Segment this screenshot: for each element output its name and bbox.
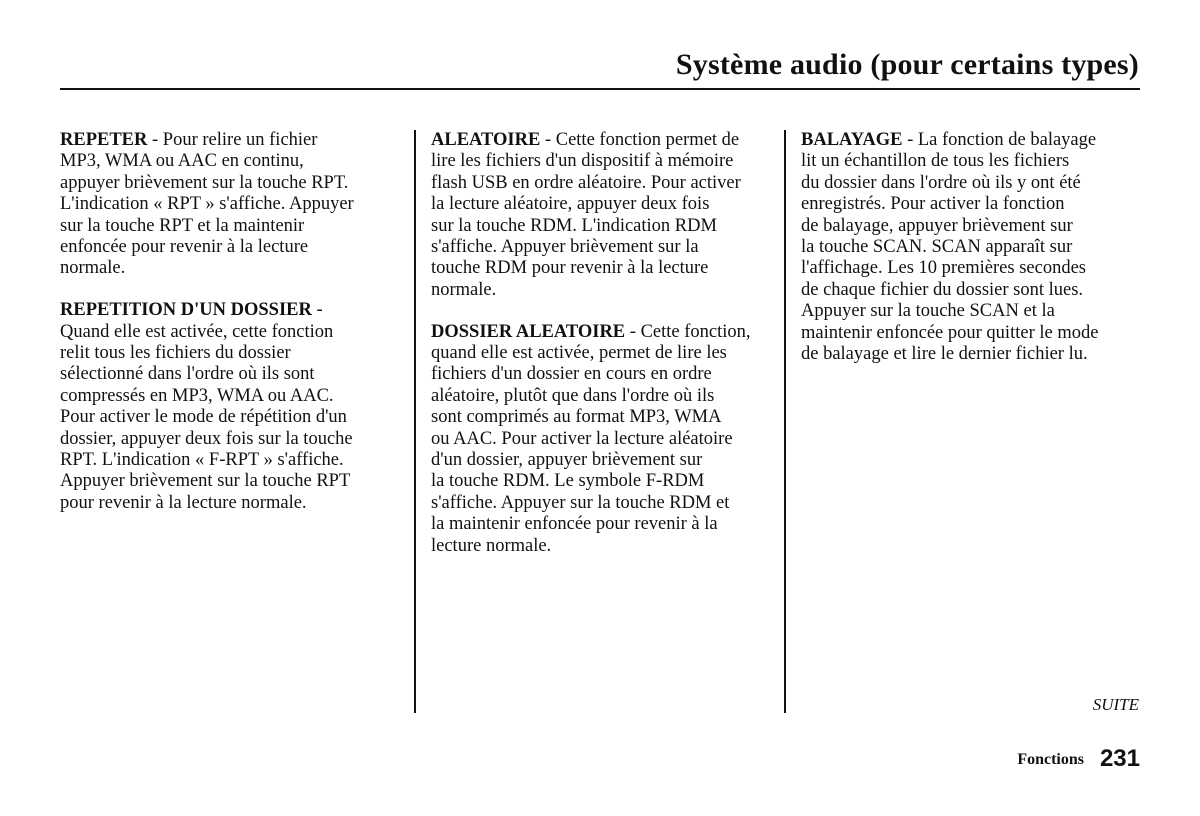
text-line [431,450,776,471]
body-text: fichiers d'un dossier en cours en ordre [431,364,712,385]
text-line [60,173,400,194]
paragraph [60,300,400,514]
text-line [801,301,1146,322]
text-line [431,237,776,258]
body-text: Pour activer le mode de répétition d'un [60,407,347,428]
text-line [60,151,400,172]
text-line [431,493,776,514]
text-line [431,343,776,364]
body-text: - [311,300,323,321]
body-text: la maintenir enfoncée pour revenir à la [431,514,718,535]
function-term: ALEATOIRE [431,130,541,150]
text-line [60,386,400,407]
text-line [801,173,1146,194]
body-text: pour revenir à la lecture normale. [60,492,307,513]
text-line [801,237,1146,258]
text-line [60,407,400,428]
paragraph [431,130,776,301]
page-number: 231 [1099,745,1140,772]
footer-section-name: Fonctions [1017,751,1084,768]
text-line [431,216,776,237]
body-text: lit un échantillon de tous les fichiers [801,151,1070,172]
text-line [60,429,400,450]
text-column-1 [60,130,400,535]
text-line [801,280,1146,301]
text-line [801,151,1146,172]
text-line [431,429,776,450]
body-text: ou AAC. Pour activer la lecture aléatoire [431,428,733,449]
body-text: normale. [60,258,126,279]
text-line [60,364,400,385]
body-text: enfoncée pour revenir à la lecture [60,237,309,258]
body-text: MP3, WMA ou AAC en continu, [60,151,304,172]
body-text: l'affichage. Les 10 premières secondes [801,258,1086,279]
paragraph [801,130,1146,365]
text-line [60,493,400,514]
text-line [60,194,400,215]
body-text: relit tous les fichiers du dossier [60,343,291,364]
body-text: RPT. L'indication « F-RPT » s'affiche. [60,450,344,471]
text-line [801,344,1146,365]
body-text: dossier, appuyer deux fois sur la touche [60,428,353,449]
body-text: aléatoire, plutôt que dans l'ordre où ils [431,385,715,406]
function-term: BALAYAGE [801,130,903,150]
body-text: sont comprimés au format MP3, WMA [431,407,722,428]
body-text: quand elle est activée, permet de lire les [431,343,727,364]
text-line [431,471,776,492]
text-line [431,173,776,194]
body-text: s'affiche. Appuyer brièvement sur la [431,237,699,258]
body-text: d'un dossier, appuyer brièvement sur [431,450,703,471]
text-line [60,450,400,471]
body-text: Appuyer sur la touche SCAN et la [801,301,1055,322]
function-term: DOSSIER ALEATOIRE [431,321,626,342]
text-line [60,216,400,237]
text-line [431,280,776,301]
body-text: touche RDM pour revenir à la lecture [431,258,709,279]
text-line [431,536,776,557]
body-text: enregistrés. Pour activer la fonction [801,194,1065,215]
body-text: de balayage, appuyer brièvement sur [801,215,1073,236]
column-divider [414,130,416,713]
paragraph [60,130,400,280]
body-text: sur la touche RPT et la maintenir [60,215,305,236]
body-text: maintenir enfoncée pour quitter le mode [801,322,1099,343]
text-line [431,130,776,151]
column-divider [784,130,786,713]
body-text: - Pour relire un fichier [147,130,318,150]
function-term: REPETITION D'UN DOSSIER [60,300,312,321]
paragraph [431,322,776,557]
function-term: REPETER [60,130,148,150]
body-text: flash USB en ordre aléatoire. Pour activer [431,172,741,193]
body-text: du dossier dans l'ordre où ils y ont été [801,172,1081,193]
body-text: la lecture aléatoire, appuyer deux fois [431,194,710,215]
body-text: s'affiche. Appuyer sur la touche RDM et [431,492,730,513]
text-line [801,194,1146,215]
body-text: lire les fichiers d'un dispositif à mémoire [431,151,734,172]
text-line [431,386,776,407]
text-line [801,216,1146,237]
body-text: sur la touche RDM. L'indication RDM [431,215,717,236]
body-text: - Cette fonction, [625,321,751,342]
body-text: normale. [431,279,497,300]
page-title: Système audio (pour certains types) [675,48,1139,81]
text-line [60,300,400,321]
text-line [801,258,1146,279]
body-text: de chaque fichier du dossier sont lues. [801,279,1084,300]
header-rule [60,88,1140,90]
text-line [431,322,776,343]
body-text: la touche SCAN. SCAN apparaît sur [801,237,1073,258]
body-text: - Cette fonction permet de [540,130,740,150]
text-line [60,237,400,258]
text-line [431,258,776,279]
text-line [431,194,776,215]
body-text: la touche RDM. Le symbole F-RDM [431,471,705,492]
body-text: lecture normale. [431,535,552,556]
text-line [801,323,1146,344]
text-line [60,130,400,151]
continued-label: SUITE [1092,695,1139,714]
text-line [60,322,400,343]
body-text: appuyer brièvement sur la touche RPT. [60,172,349,193]
text-line [60,258,400,279]
body-text: de balayage et lire le dernier fichier lu. [801,344,1088,365]
text-line [431,364,776,385]
text-line [431,514,776,535]
body-text: - La fonction de balayage [902,130,1097,150]
body-text: Appuyer brièvement sur la touche RPT [60,471,351,492]
body-text: compressés en MP3, WMA ou AAC. [60,385,334,406]
text-line [431,151,776,172]
body-text: L'indication « RPT » s'affiche. Appuyer [60,194,354,215]
text-line [431,407,776,428]
text-line [801,130,1146,151]
body-text: sélectionné dans l'ordre où ils sont [60,364,315,385]
text-column-3 [801,130,1146,386]
body-text: Quand elle est activée, cette fonction [60,321,334,342]
text-column-2 [431,130,776,578]
text-line [60,471,400,492]
text-line [60,343,400,364]
